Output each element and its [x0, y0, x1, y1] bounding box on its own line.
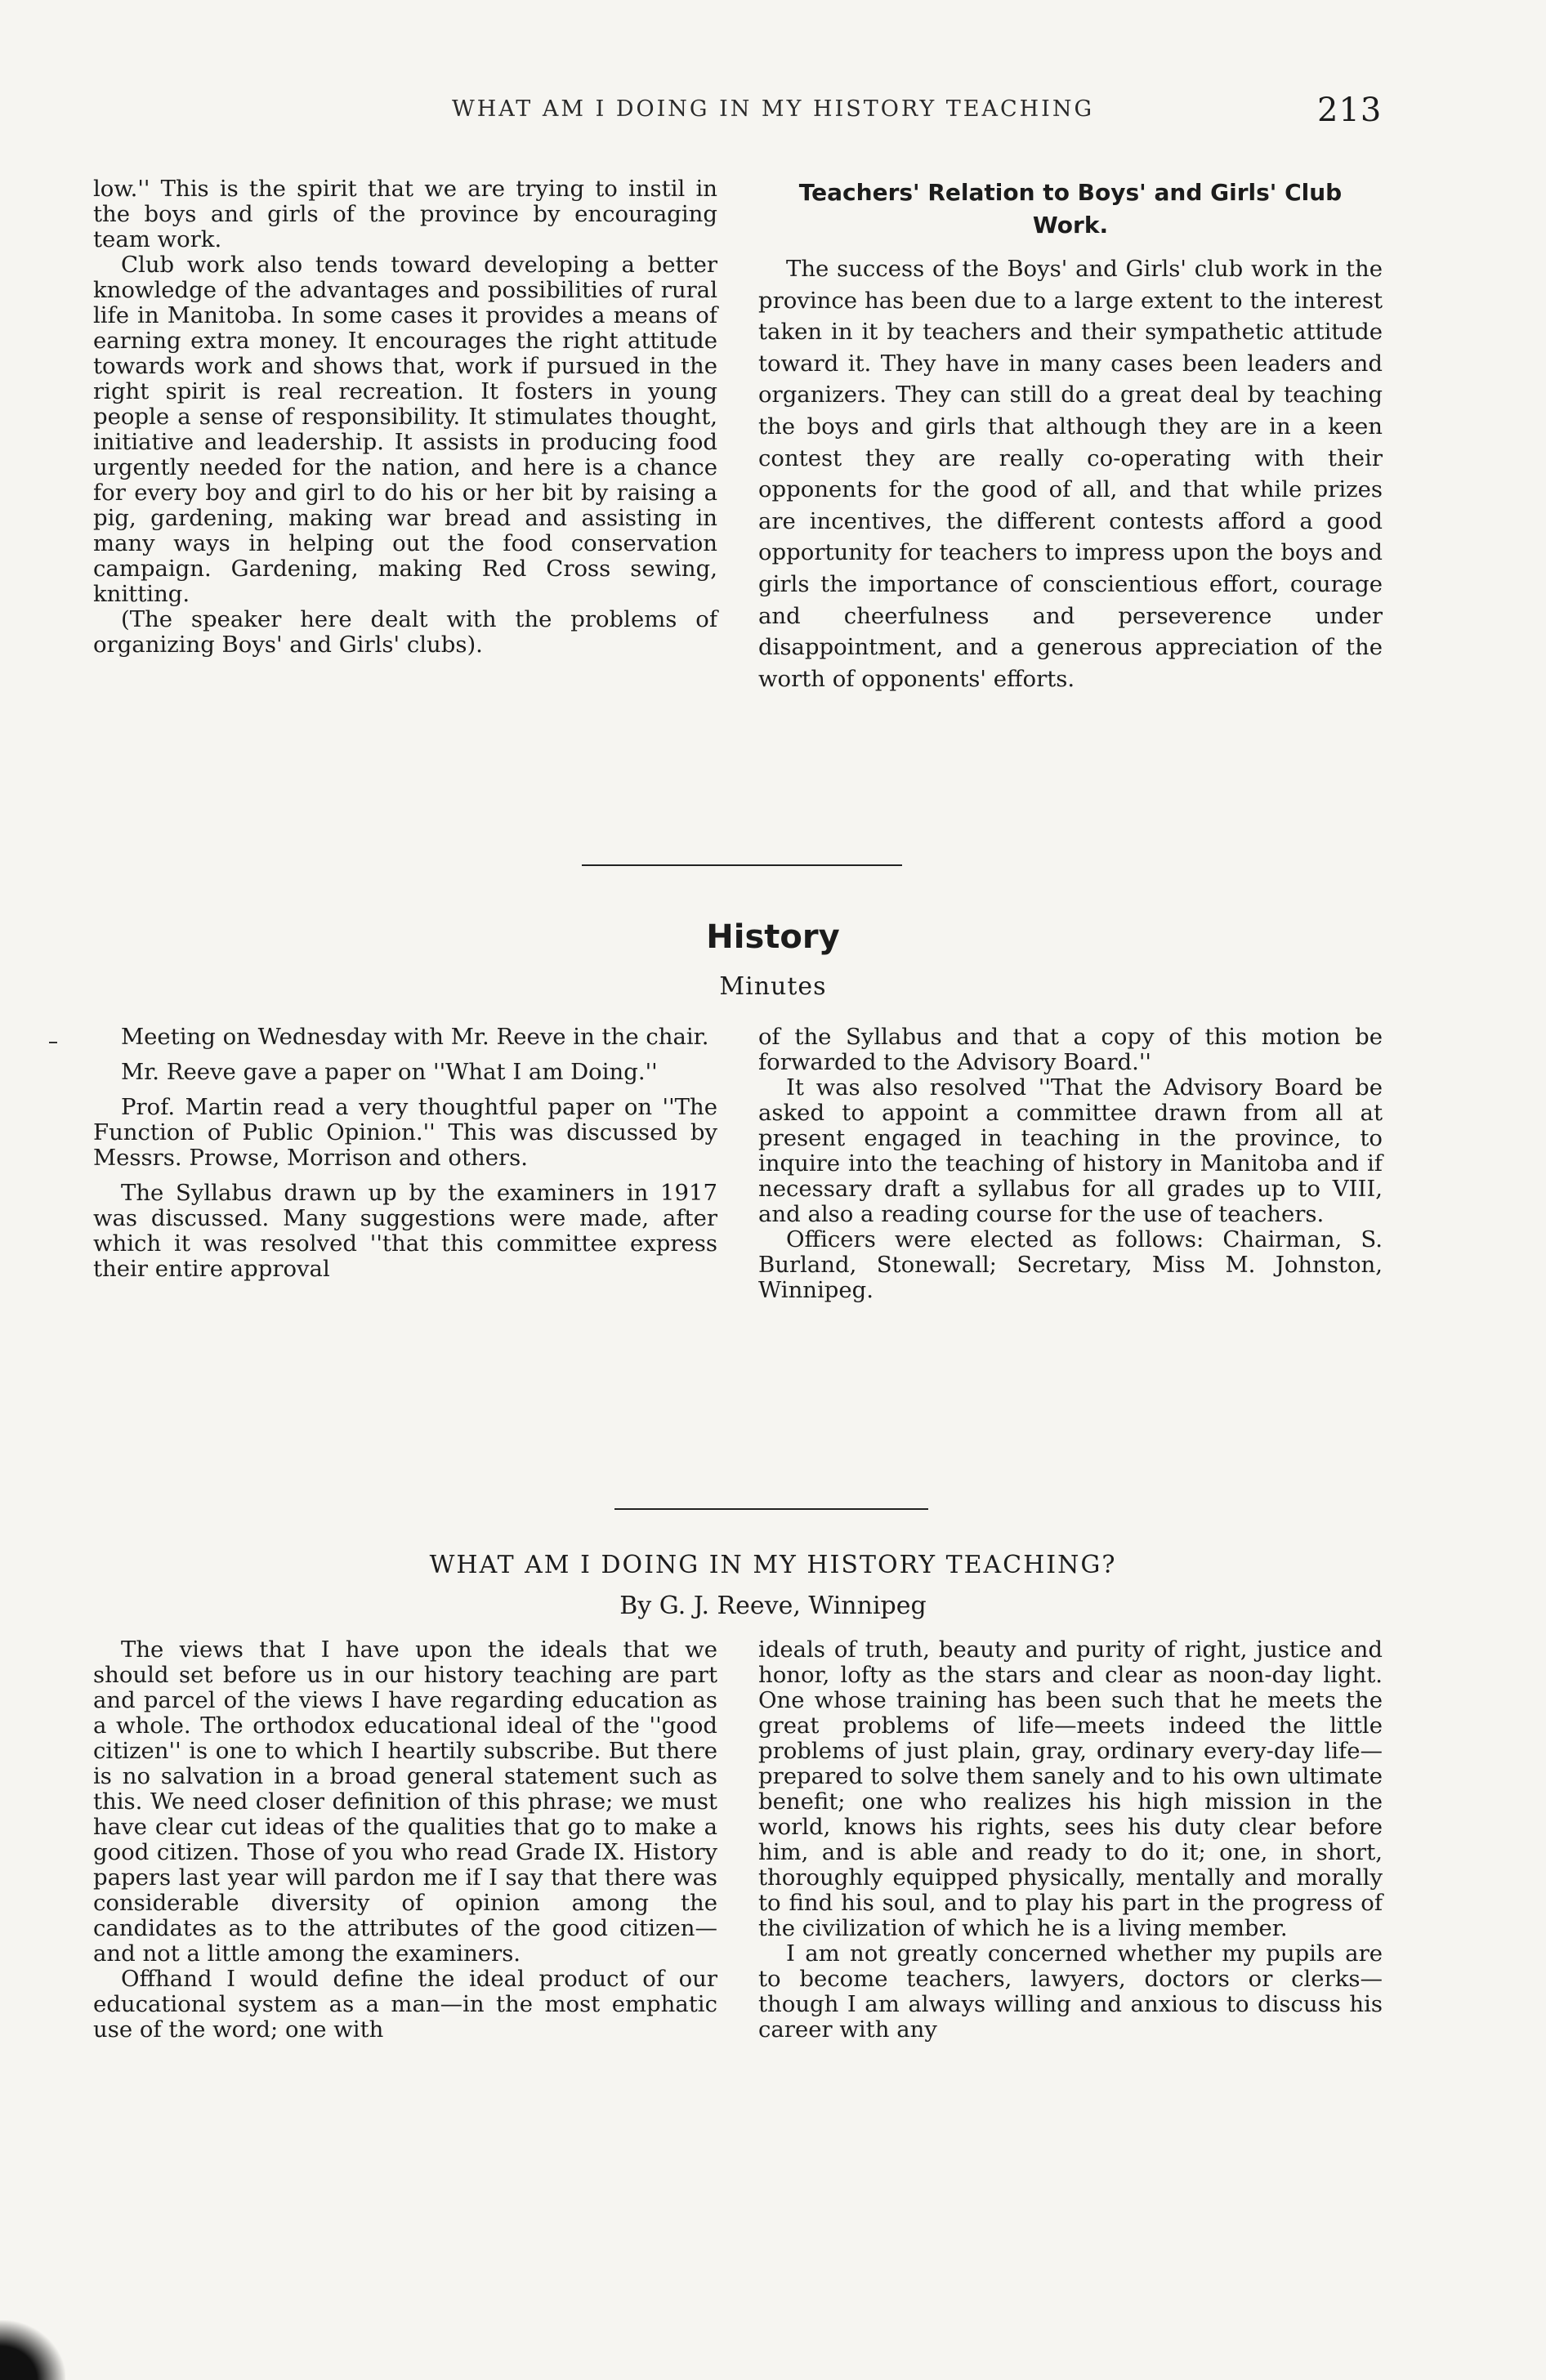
paragraph: low.'' This is the spirit that we are trying to instil in the boys and girls of the province by encouraging team work.: [93, 176, 717, 252]
minutes-right-column: [758, 1025, 1383, 1303]
paragraph: ideals of truth, beauty and purity of right, justice and honor, lofty as the stars and clear as noon-day light. One whose training has been such that he meets the great problems of life—meets indeed the little problems of just plain, gray, ordinary every-day life—prepared to solve them sanely and to his own ultimate benefit; one who realizes his high mission in the world, knows his rights, sees his duty clear before him, and is able and ready to do it; one, in short, thoroughly equipped physically, mentally and morally to find his soul, and to play his part in the progress of the civilization of which he is a living member.: [758, 1637, 1383, 1941]
history-heading: History: [706, 918, 840, 956]
running-head: WHAT AM I DOING IN MY HISTORY TEACHING: [451, 96, 1095, 122]
paragraph: It was also resolved ''That the Advisory Board be asked to appoint a committee drawn from all at present engaged in teaching in the province, to inquire into the teaching of history in Manitoba and if necessary draft a syllabus for all grades up to VIII, and also a reading course for the use of teachers.: [758, 1074, 1383, 1227]
paragraph: I am not greatly concerned whether my pupils are to become teachers, lawyers, doctors or clerks—though I am always willing and anxious to discuss his career with any: [758, 1940, 1383, 2043]
section-divider: [614, 1508, 928, 1510]
paragraph: The views that I have upon the ideals that we should set before us in our history teaching are part and parcel of the views I have regarding education as a whole. The orthodox educational ideal of the ''good citizen'' is one to which I heartily subscribe. But there is no salvation in a broad general statement such as this. We need closer definition of this phrase; we must have clear cut ideas of the qualities that go to make a good citizen. Those of you who read Grade IX. History papers last year will pardon me if I say that there was considerable diversity of opinion among the candidates as to the attributes of the good citizen—and not a little among the examiners.: [93, 1637, 717, 1967]
paragraph: of the Syllabus and that a copy of this motion be forwarded to the Advisory Board.'': [758, 1024, 1383, 1075]
paragraph: The Syllabus drawn up by the examiners in 1917 was discussed. Many suggestions were made, after which it was resolved ''that this committee express their entire approval: [93, 1180, 717, 1282]
paragraph: Mr. Reeve gave a paper on ''What I am Doing.'': [121, 1059, 658, 1085]
paragraph: Prof. Martin read a very thoughtful paper on ''The Function of Public Opinion.'' This was discussed by Messrs. Prowse, Morrison and others.: [93, 1094, 717, 1171]
margin-mark: [49, 1042, 57, 1043]
paragraph: Offhand I would define the ideal product of our educational system as a man—in the most emphatic use of the word; one with: [93, 1966, 717, 2043]
article-title: WHAT AM I DOING IN MY HISTORY TEACHING?: [429, 1551, 1117, 1579]
paragraph: The success of the Boys' and Girls' club work in the province has been due to a large extent to the interest taken in it by teachers and their sympathetic attitude toward it. They have in many cases been leaders and organizers. They can still do a great deal by teaching the boys and girls that although they are in a keen contest they are really co-operating with their opponents for the good of all, and that while prizes are incentives, the different contests afford a good opportunity for teachers to impress upon the boys and girls the importance of conscientious effort, courage and cheerfulness and perseverence under disappointment, and a generous appreciation of the worth of opponents' efforts.: [758, 256, 1383, 692]
paragraph: Meeting on Wednesday with Mr. Reeve in the chair.: [121, 1024, 709, 1050]
paragraph: Club work also tends toward developing a better knowledge of the advantages and possibilities of rural life in Manitoba. In some cases it provides a means of earning extra money. It encourages the right attitude towards work and shows that, work if pursued in the right spirit is real recreation. It fosters in young people a sense of responsibility. It stimulates thought, initiative and leadership. It assists in producing food urgently needed for the nation, and here is a chance for every boy and girl to do his or her bit by raising a pig, gardening, making war bread and assisting in many ways in helping out the food conservation campaign. Gardening, making Red Cross sewing, knitting.: [93, 252, 717, 607]
minutes-subheading: Minutes: [719, 972, 827, 1001]
section-divider: [582, 864, 902, 866]
top-left-column: [93, 176, 717, 658]
club-work-heading: Teachers' Relation to Boys' and Girls' Club Work.: [798, 179, 1343, 239]
article-right-column: [758, 1637, 1383, 2043]
paragraph: (The speaker here dealt with the problems of organizing Boys' and Girls' clubs).: [93, 606, 717, 658]
paragraph: Officers were elected as follows: Chairman, S. Burland, Stonewall; Secretary, Miss M. Johnston, Winnipeg.: [758, 1226, 1383, 1303]
scan-smudge: [0, 2320, 65, 2380]
page-number: 213: [1317, 92, 1383, 129]
article-left-column: [93, 1637, 717, 2043]
minutes-left-column: [93, 1025, 717, 1282]
top-right-column: [758, 176, 1383, 694]
article-byline: By G. J. Reeve, Winnipeg: [619, 1592, 927, 1620]
